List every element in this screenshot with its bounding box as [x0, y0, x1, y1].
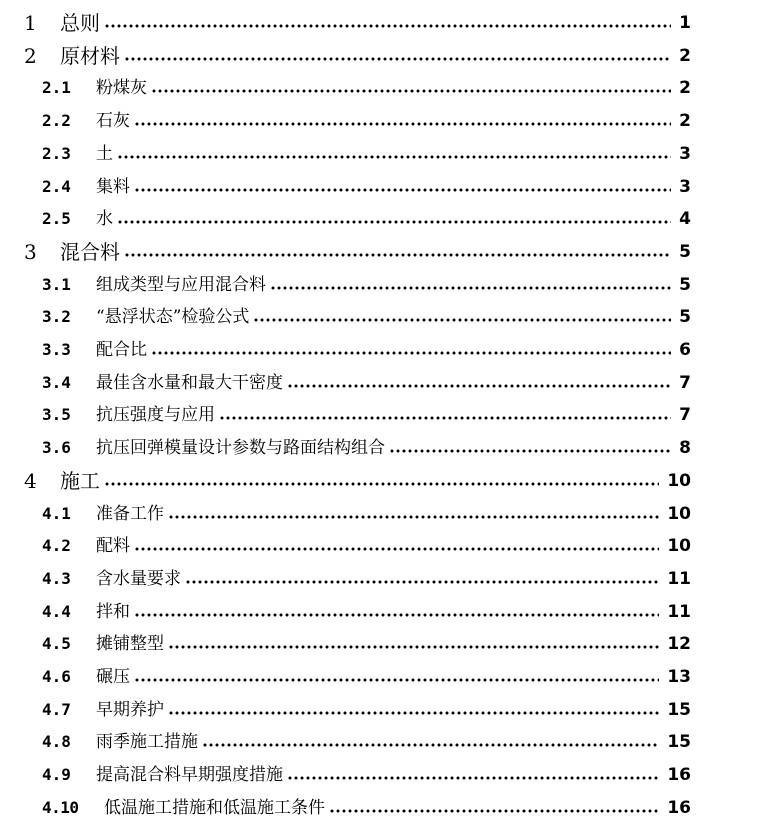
- toc-entry-page-number: 5: [679, 241, 691, 262]
- toc-entry[interactable]: [0, 40, 780, 72]
- toc-entry-number: 3.2: [42, 307, 71, 327]
- toc-entry-number: 4.6: [42, 667, 71, 686]
- toc-entry-number: 2.4: [42, 176, 71, 196]
- toc-entry-title: 集料: [96, 176, 130, 197]
- toc-entry-title: 提高混合料早期强度措施: [96, 765, 283, 786]
- toc-entry-page-number: 3: [679, 143, 691, 164]
- toc-entry[interactable]: [0, 7, 780, 39]
- toc-entry[interactable]: [0, 465, 780, 497]
- toc-entry[interactable]: [0, 726, 780, 758]
- toc-entry[interactable]: [0, 203, 780, 235]
- dot-leader: [185, 580, 659, 584]
- toc-entry-title: 抗压回弹模量设计参数与路面结构组合: [96, 438, 385, 459]
- toc-entry-title: 配合比: [96, 340, 147, 360]
- dot-leader: [117, 220, 671, 224]
- toc-entry[interactable]: [0, 105, 780, 137]
- toc-entry-title: 准备工作: [96, 503, 164, 524]
- toc-entry-title: 配料: [96, 536, 130, 557]
- toc-entry-number: 4.8: [42, 732, 71, 752]
- toc-entry-page-number: 8: [679, 438, 691, 459]
- toc-entry-title: 水: [96, 209, 113, 230]
- toc-entry[interactable]: [0, 432, 780, 464]
- toc-entry-page-number: 12: [667, 634, 691, 655]
- toc-entry-page-number: 10: [667, 503, 691, 524]
- toc-entry-title: 抗压强度与应用: [96, 405, 215, 426]
- toc-entry-page-number: 10: [667, 536, 691, 557]
- toc-entry[interactable]: [0, 236, 780, 268]
- toc-entry[interactable]: [0, 661, 780, 693]
- toc-entry-title: 混合料: [60, 239, 120, 264]
- dot-leader: [104, 24, 671, 28]
- dot-leader: [168, 711, 659, 715]
- toc-entry-number: 3.1: [42, 274, 71, 294]
- toc-entry-number: 2.3: [42, 143, 71, 163]
- toc-entry-page-number: 16: [667, 797, 691, 818]
- toc-entry-number: 3: [24, 239, 37, 264]
- toc-entry-title: 雨季施工措施: [96, 732, 198, 753]
- dot-leader: [202, 743, 659, 747]
- toc-entry-number: 2.1: [42, 78, 71, 98]
- toc-entry-page-number: 4: [679, 209, 691, 230]
- toc-entry-page-number: 2: [679, 45, 691, 66]
- toc-entry[interactable]: [0, 399, 780, 431]
- toc-entry-page-number: 5: [679, 274, 691, 295]
- dot-leader: [104, 482, 659, 486]
- toc-entry-number: 4.3: [42, 568, 71, 588]
- toc-entry-title: 土: [96, 143, 113, 164]
- toc-entry-page-number: 16: [667, 765, 691, 786]
- dot-leader: [219, 416, 671, 420]
- toc-entry[interactable]: [0, 563, 780, 595]
- toc-entry-title: 组成类型与应用混合料: [96, 274, 266, 295]
- toc-entry-title: 最佳含水量和最大干密度: [96, 372, 283, 393]
- toc-entry-number: 4.4: [42, 601, 71, 621]
- toc-entry-number: 3.6: [42, 438, 71, 458]
- toc-entry-page-number: 1: [679, 13, 691, 33]
- toc-entry[interactable]: [0, 72, 780, 104]
- dot-leader: [270, 286, 671, 290]
- toc-entry-number: 4.9: [42, 765, 71, 785]
- toc-entry-page-number: 3: [679, 176, 691, 197]
- toc-entry-number: 2.5: [42, 209, 71, 229]
- toc-entry-number: 4: [24, 468, 37, 493]
- toc-entry-page-number: 15: [667, 699, 691, 720]
- toc-entry[interactable]: [0, 334, 780, 366]
- toc-entry-title: 原材料: [60, 43, 120, 68]
- toc-entry-page-number: 11: [667, 568, 691, 589]
- dot-leader: [134, 547, 659, 551]
- dot-leader: [329, 809, 659, 813]
- toc-entry[interactable]: [0, 530, 780, 562]
- toc-entry[interactable]: [0, 694, 780, 726]
- toc-entry-number: 2: [24, 43, 37, 68]
- dot-leader: [134, 613, 659, 617]
- toc-entry[interactable]: [0, 171, 780, 203]
- toc-entry[interactable]: [0, 759, 780, 791]
- toc-entry-number: 4.1: [42, 503, 71, 523]
- dot-leader: [168, 645, 659, 649]
- toc-entry-page-number: 7: [679, 405, 691, 426]
- dot-leader: [287, 384, 671, 388]
- toc-entry[interactable]: [0, 367, 780, 399]
- toc-entry-number: 3.3: [42, 340, 71, 359]
- toc-entry-title: 拌和: [96, 601, 130, 622]
- toc-entry-page-number: 13: [667, 667, 691, 687]
- toc-entry-page-number: 6: [679, 340, 691, 360]
- toc-entry-page-number: 7: [679, 372, 691, 393]
- dot-leader: [124, 57, 671, 61]
- toc-entry-number: 2.2: [42, 111, 71, 131]
- toc-entry-title: 低温施工措施和低温施工条件: [104, 797, 325, 818]
- dot-leader: [253, 318, 671, 322]
- dot-leader: [134, 122, 671, 126]
- toc-entry-page-number: 5: [679, 307, 691, 328]
- toc-entry-title: 摊铺整型: [96, 634, 164, 655]
- toc-entry-page-number: 2: [679, 111, 691, 132]
- toc-entry-page-number: 10: [667, 470, 691, 491]
- dot-leader: [287, 776, 659, 780]
- dot-leader: [117, 155, 671, 159]
- toc-entry-page-number: 11: [667, 601, 691, 622]
- dot-leader: [168, 515, 659, 519]
- toc-entry-number: 4.10: [42, 797, 79, 817]
- toc-entry-number: 3.4: [42, 372, 71, 392]
- dot-leader: [134, 188, 671, 192]
- toc-entry-title: 碾压: [96, 667, 130, 687]
- toc-entry-title: 早期养护: [96, 699, 164, 720]
- dot-leader: [151, 351, 671, 355]
- dot-leader: [124, 253, 671, 257]
- toc-entry[interactable]: [0, 498, 780, 530]
- toc-entry-title: 含水量要求: [96, 568, 181, 589]
- toc-entry-number: 1: [24, 11, 37, 35]
- toc-entry-number: 3.5: [42, 405, 71, 425]
- toc-entry-page-number: 2: [679, 78, 691, 99]
- toc-entry[interactable]: [0, 596, 780, 628]
- toc-entry-title: 施工: [60, 468, 100, 493]
- toc-entry-title: 总则: [60, 11, 100, 35]
- toc-entry-title: “悬浮状态”检验公式: [96, 307, 250, 328]
- toc-entry-number: 4.5: [42, 634, 71, 654]
- toc-entry[interactable]: [0, 301, 780, 333]
- toc-entry-number: 4.7: [42, 699, 71, 719]
- toc-entry[interactable]: [0, 269, 780, 301]
- toc-entry-number: 4.2: [42, 536, 71, 556]
- toc-entry-page-number: 15: [667, 732, 691, 753]
- dot-leader: [134, 678, 659, 682]
- toc-entry-title: 粉煤灰: [96, 78, 147, 99]
- dot-leader: [151, 89, 671, 93]
- toc-entry[interactable]: [0, 792, 780, 824]
- dot-leader: [389, 449, 671, 453]
- toc-entry[interactable]: [0, 138, 780, 170]
- toc-entry-title: 石灰: [96, 111, 130, 132]
- toc-entry[interactable]: [0, 628, 780, 660]
